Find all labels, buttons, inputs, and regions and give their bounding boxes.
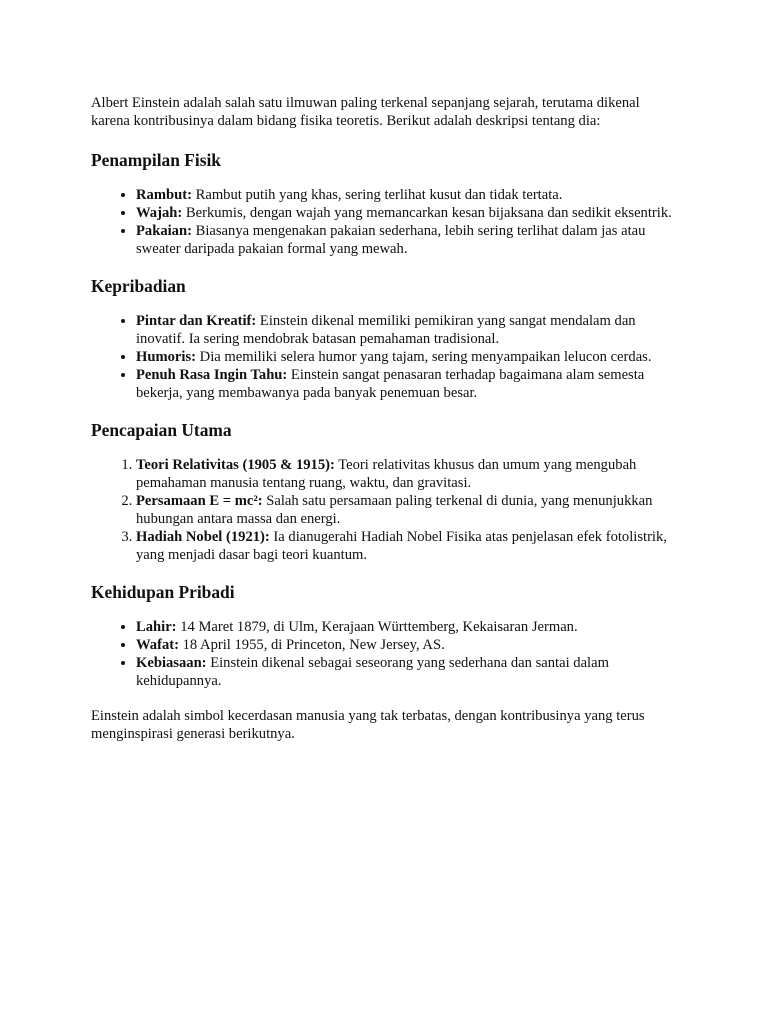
item-label: Persamaan E = mc²: (136, 493, 263, 509)
item-text: Einstein sangat penasaran terhadap bagaimana alam semesta bekerja, yang membawanya pada banyak penemuan besar. (136, 367, 645, 401)
item-label: Wafat: (136, 637, 179, 653)
item-label: Penuh Rasa Ingin Tahu: (136, 367, 288, 383)
item-text: Dia memiliki selera humor yang tajam, sering menyampaikan lelucon cerdas. (196, 349, 652, 365)
intro-paragraph: Albert Einstein adalah salah satu ilmuwan paling terkenal sepanjang sejarah, terutama dikenal karena kontribusinya dalam bidang fisika teoretis. Berikut adalah deskripsi tentang dia: (91, 95, 640, 129)
list-item (136, 204, 678, 222)
item-label: Teori Relativitas (1905 & 1915): (136, 457, 335, 473)
list-item (136, 312, 678, 348)
item-text: Ia dianugerahi Hadiah Nobel Fisika atas penjelasan efek fotolistrik, yang menjadi dasar bagi teori kuantum. (136, 529, 667, 563)
list-item (136, 618, 678, 636)
item-text: Rambut putih yang khas, sering terlihat kusut dan tidak tertata. (191, 187, 563, 203)
item-text: Berkumis, dengan wajah yang memancarkan kesan bijaksana dan sedikit eksentrik. (182, 205, 672, 221)
section-kepribadian (91, 275, 678, 402)
section-penampilan-fisik (91, 149, 678, 258)
section-heading: Kehidupan Pribadi (91, 582, 235, 602)
section-heading: Kepribadian (91, 276, 186, 296)
closing-paragraph: Einstein adalah simbol kecerdasan manusia yang tak terbatas, dengan kontribusinya yang terus menginspirasi generasi berikutnya. (91, 708, 645, 742)
bullet-list (91, 312, 678, 402)
item-label: Humoris: (136, 349, 196, 365)
section-heading: Penampilan Fisik (91, 150, 221, 170)
item-label: Hadiah Nobel (1921): (136, 529, 270, 545)
numbered-list (91, 456, 678, 564)
list-item (136, 654, 678, 690)
list-item (136, 636, 678, 654)
list-item (136, 222, 678, 258)
section-pencapaian-utama (91, 419, 678, 564)
list-item (136, 348, 678, 366)
item-text: Biasanya mengenakan pakaian sederhana, lebih sering terlihat dalam jas atau sweater daripada pakaian formal yang mewah. (136, 223, 646, 257)
item-label: Rambut: (136, 187, 192, 203)
list-item (136, 492, 678, 528)
item-text: Salah satu persamaan paling terkenal di dunia, yang menunjukkan hubungan antara massa dan energi. (136, 493, 653, 527)
item-text: Einstein dikenal sebagai seseorang yang sederhana dan santai dalam kehidupannya. (136, 655, 609, 689)
list-item (136, 186, 678, 204)
list-item (136, 456, 678, 492)
item-text: Einstein dikenal memiliki pemikiran yang sangat mendalam dan inovatif. Ia sering mendobrak batasan pemahaman tradisional. (136, 313, 636, 347)
item-text: 18 April 1955, di Princeton, New Jersey, AS. (178, 637, 445, 653)
bullet-list (91, 618, 678, 690)
section-kehidupan-pribadi (91, 581, 678, 690)
item-label: Kebiasaan: (136, 655, 207, 671)
item-text: 14 Maret 1879, di Ulm, Kerajaan Württemberg, Kekaisaran Jerman. (176, 619, 578, 635)
item-label: Pintar dan Kreatif: (136, 313, 257, 329)
item-label: Lahir: (136, 619, 177, 635)
item-text: Teori relativitas khusus dan umum yang mengubah pemahaman manusia tentang ruang, waktu, dan gravitasi. (136, 457, 637, 491)
item-label: Pakaian: (136, 223, 192, 239)
section-heading: Pencapaian Utama (91, 420, 232, 440)
list-item (136, 366, 678, 402)
list-item (136, 528, 678, 564)
bullet-list (91, 186, 678, 258)
item-label: Wajah: (136, 205, 183, 221)
